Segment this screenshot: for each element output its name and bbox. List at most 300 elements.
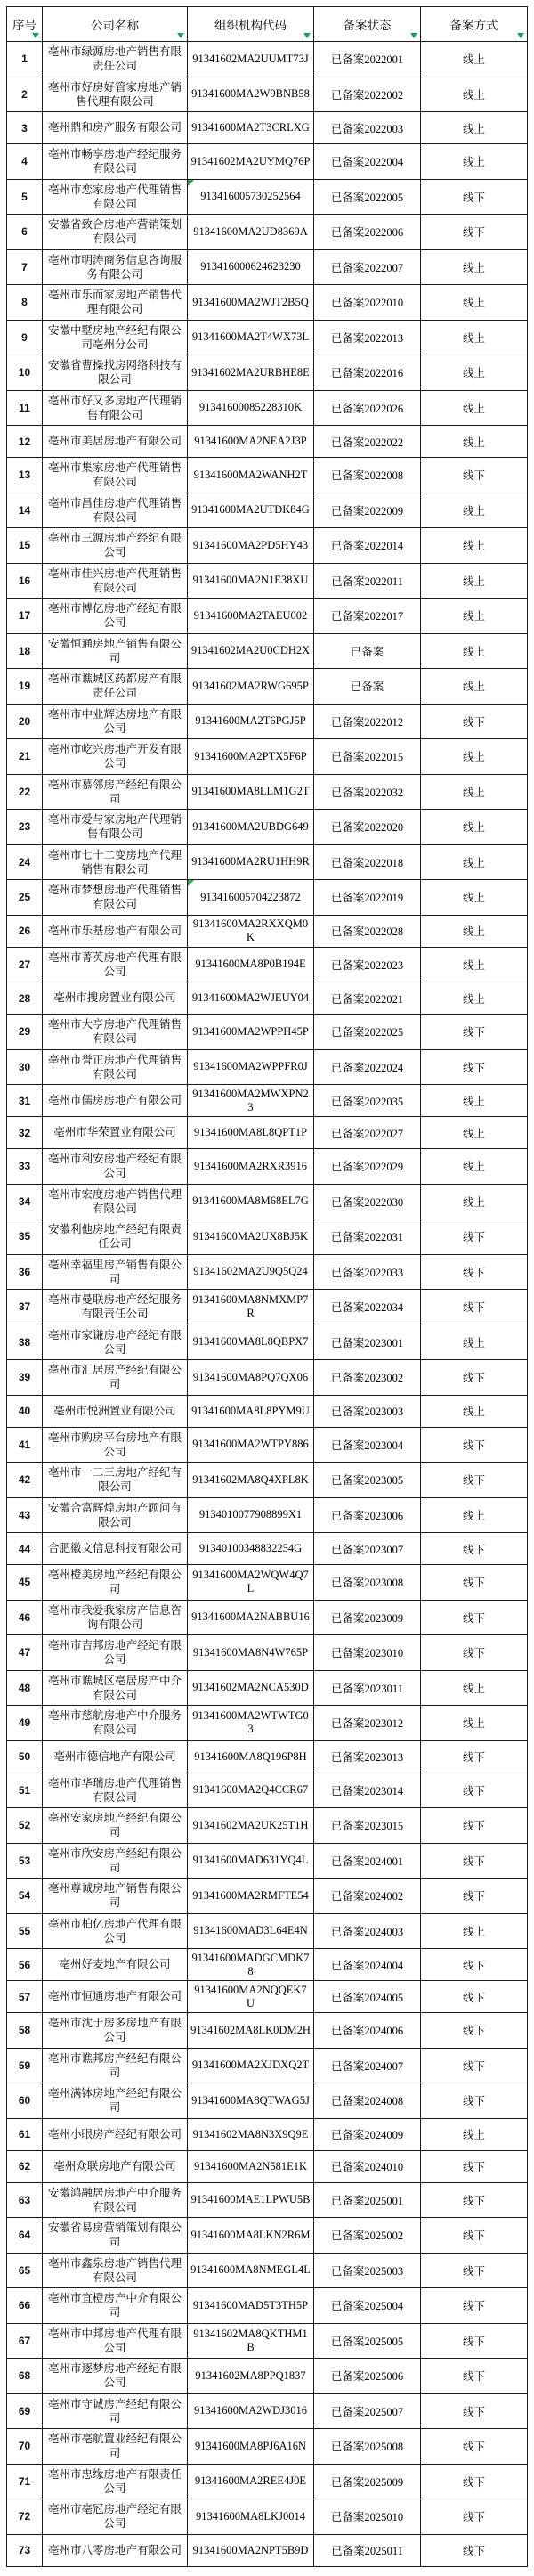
row-number-cell[interactable]: 22 — [7, 774, 43, 810]
filing-method-cell[interactable]: 线下 — [421, 1015, 528, 1050]
company-name-cell[interactable]: 亳州市亳航置业经纪有限公司 — [43, 2429, 188, 2465]
company-name-cell[interactable]: 亳州市乐基房地产有限公司 — [43, 915, 188, 947]
org-code-cell[interactable]: 91341600MAD5T3TH5P — [188, 2288, 314, 2324]
row-number-cell[interactable]: 7 — [7, 249, 43, 285]
filing-status-cell[interactable]: 已备案2023002 — [314, 1360, 421, 1396]
filing-status-cell[interactable]: 已备案2022030 — [314, 1184, 421, 1219]
filing-status-cell[interactable]: 已备案2023013 — [314, 1740, 421, 1773]
filing-status-cell[interactable]: 已备案 — [314, 633, 421, 669]
org-code-cell[interactable]: 91341600MA2WJT2B5Q — [188, 285, 314, 321]
filing-method-cell[interactable]: 线上 — [421, 844, 528, 880]
filing-status-cell[interactable]: 已备案2022010 — [314, 285, 421, 321]
filing-method-cell[interactable]: 线上 — [421, 947, 528, 982]
company-name-cell[interactable]: 亳州市畅享房地产经纪服务有限公司 — [43, 144, 188, 180]
filing-status-cell[interactable]: 已备案2024004 — [314, 1949, 421, 1981]
filter-dropdown-icon[interactable] — [410, 33, 417, 38]
row-number-cell[interactable]: 73 — [7, 2534, 43, 2566]
row-number-cell[interactable]: 31 — [7, 1085, 43, 1117]
row-number-cell[interactable]: 46 — [7, 1600, 43, 1635]
company-name-cell[interactable]: 亳州市曼联房地产经纪服务有限责任公司 — [43, 1290, 188, 1325]
filing-method-cell[interactable]: 线下 — [421, 2013, 528, 2049]
company-name-cell[interactable]: 亳州市亳冠房地产经纪有限公司 — [43, 2499, 188, 2535]
org-code-cell[interactable]: 91341600MA2Q4CCR67 — [188, 1773, 314, 1808]
company-name-cell[interactable]: 亳州鼎和房产服务有限公司 — [43, 112, 188, 144]
row-number-cell[interactable]: 43 — [7, 1497, 43, 1533]
filing-status-cell[interactable]: 已备案2025010 — [314, 2499, 421, 2535]
filing-status-cell[interactable]: 已备案2022028 — [314, 915, 421, 947]
row-number-cell[interactable]: 11 — [7, 390, 43, 426]
filing-status-cell[interactable]: 已备案2023014 — [314, 1773, 421, 1808]
row-number-cell[interactable]: 35 — [7, 1219, 43, 1255]
filing-method-cell[interactable]: 线上 — [421, 1184, 528, 1219]
company-name-cell[interactable]: 亳州市家谦房地产经纪有限公司 — [43, 1325, 188, 1360]
org-code-cell[interactable]: 91341600MA2N1E38XU — [188, 563, 314, 599]
filing-method-cell[interactable]: 线上 — [421, 77, 528, 112]
filing-method-cell[interactable]: 线下 — [421, 1949, 528, 1981]
org-code-cell[interactable]: 91341600MA8NMEGL4L — [188, 2253, 314, 2288]
filing-status-cell[interactable]: 已备案2025009 — [314, 2464, 421, 2499]
filing-method-cell[interactable]: 线上 — [421, 1670, 528, 1706]
row-number-cell[interactable]: 12 — [7, 426, 43, 458]
filing-status-cell[interactable]: 已备案2025002 — [314, 2218, 421, 2254]
filing-method-cell[interactable]: 线下 — [421, 1290, 528, 1325]
row-number-cell[interactable]: 49 — [7, 1706, 43, 1741]
row-number-cell[interactable]: 51 — [7, 1773, 43, 1808]
company-name-cell[interactable]: 亳州市我爱我家房产信息咨询有限公司 — [43, 1600, 188, 1635]
company-name-cell[interactable]: 亳州市好房好管家房地产销售代理有限公司 — [43, 77, 188, 112]
filing-status-cell[interactable]: 已备案2022004 — [314, 144, 421, 180]
filing-status-cell[interactable]: 已备案2025006 — [314, 2359, 421, 2394]
org-code-cell[interactable]: 91341600MA8PJ6A16N — [188, 2429, 314, 2465]
filing-status-cell[interactable]: 已备案2023015 — [314, 1808, 421, 1844]
org-code-cell[interactable]: 91341600MA2TAEU002 — [188, 599, 314, 634]
filing-status-cell[interactable]: 已备案2024008 — [314, 2083, 421, 2119]
filing-status-cell[interactable]: 已备案2024006 — [314, 2013, 421, 2049]
org-code-cell[interactable]: 91341600MA8PQ7QX06 — [188, 1360, 314, 1396]
org-code-cell[interactable]: 91341600MA2RMFTE54 — [188, 1879, 314, 1914]
filing-method-cell[interactable]: 线上 — [421, 810, 528, 845]
filing-status-cell[interactable]: 已备案2022035 — [314, 1085, 421, 1117]
company-name-cell[interactable]: 亳州市集家房地产代理销售有限公司 — [43, 458, 188, 493]
filing-method-cell[interactable]: 线上 — [421, 1913, 528, 1949]
row-number-cell[interactable]: 8 — [7, 285, 43, 321]
filing-status-cell[interactable]: 已备案2022002 — [314, 77, 421, 112]
company-name-cell[interactable]: 亳州市忠缘房地产有限责任公司 — [43, 2464, 188, 2499]
org-code-cell[interactable]: 91341600MA8Q196P8H — [188, 1740, 314, 1773]
filing-method-cell[interactable]: 线上 — [421, 1706, 528, 1741]
company-name-cell[interactable]: 安徽省易房营销策划有限公司 — [43, 2218, 188, 2254]
filing-method-cell[interactable]: 线下 — [421, 179, 528, 215]
row-number-cell[interactable]: 6 — [7, 215, 43, 250]
row-number-cell[interactable]: 45 — [7, 1565, 43, 1601]
company-name-cell[interactable]: 亳州市慕邻房产经纪有限公司 — [43, 774, 188, 810]
company-name-cell[interactable]: 亳州市守诚房产经纪有限公司 — [43, 2393, 188, 2429]
company-name-cell[interactable]: 亳州市誉正房地产代理销售有限公司 — [43, 1049, 188, 1085]
filing-method-cell[interactable]: 线下 — [421, 1254, 528, 1290]
company-name-cell[interactable]: 亳州市屹兴房地产开发有限公司 — [43, 739, 188, 775]
org-code-cell[interactable]: 91341600MA2UD8369A — [188, 215, 314, 250]
row-number-cell[interactable]: 71 — [7, 2464, 43, 2499]
org-code-cell[interactable]: 91341600MAD3L64E4N — [188, 1913, 314, 1949]
row-number-cell[interactable]: 10 — [7, 355, 43, 391]
filing-method-cell[interactable]: 线上 — [421, 2118, 528, 2150]
filing-method-cell[interactable]: 线上 — [421, 633, 528, 669]
filter-dropdown-icon[interactable] — [517, 33, 524, 38]
filing-method-cell[interactable]: 线下 — [421, 1600, 528, 1635]
company-name-cell[interactable]: 亳州满钵房地产经纪有限公司 — [43, 2083, 188, 2119]
filing-method-cell[interactable]: 线下 — [421, 2499, 528, 2535]
row-number-cell[interactable]: 47 — [7, 1635, 43, 1671]
company-name-cell[interactable]: 亳州市恋家房地产代理销售有限公司 — [43, 179, 188, 215]
org-code-cell[interactable]: 91341602MA8PPQ1837 — [188, 2359, 314, 2394]
filing-method-cell[interactable]: 线上 — [421, 739, 528, 775]
row-number-cell[interactable]: 54 — [7, 1879, 43, 1914]
filing-status-cell[interactable]: 已备案2022017 — [314, 599, 421, 634]
org-code-cell[interactable]: 9134010077908899X1 — [188, 1497, 314, 1533]
org-code-cell[interactable]: 91341600MA8NMXMP7R — [188, 1290, 314, 1325]
row-number-cell[interactable]: 25 — [7, 880, 43, 916]
filing-method-cell[interactable]: 线下 — [421, 2150, 528, 2182]
row-number-cell[interactable]: 20 — [7, 704, 43, 739]
filing-status-cell[interactable]: 已备案2025008 — [314, 2429, 421, 2465]
filing-method-cell[interactable]: 线上 — [421, 1149, 528, 1185]
org-code-cell[interactable]: 91341602MA2UK25T1H — [188, 1808, 314, 1844]
filing-status-cell[interactable]: 已备案2022025 — [314, 1015, 421, 1050]
row-number-cell[interactable]: 67 — [7, 2323, 43, 2359]
filing-method-cell[interactable]: 线下 — [421, 2534, 528, 2566]
filing-status-cell[interactable]: 已备案2022007 — [314, 249, 421, 285]
row-number-cell[interactable]: 19 — [7, 669, 43, 705]
filter-dropdown-icon[interactable] — [303, 33, 311, 38]
org-code-cell[interactable]: 91341602MA8Q4XPL8K — [188, 1463, 314, 1498]
filing-method-cell[interactable]: 线下 — [421, 1219, 528, 1255]
org-code-cell[interactable]: 91341600MA8N4W765P — [188, 1635, 314, 1671]
row-number-cell[interactable]: 26 — [7, 915, 43, 947]
filing-method-cell[interactable]: 线下 — [421, 1360, 528, 1396]
org-code-cell[interactable]: 91341602MA2URBHE8E — [188, 355, 314, 391]
filing-method-cell[interactable]: 线上 — [421, 599, 528, 634]
row-number-cell[interactable]: 70 — [7, 2429, 43, 2465]
company-name-cell[interactable]: 亳州市沈于房多房地产有限公司 — [43, 2013, 188, 2049]
filing-status-cell[interactable]: 已备案2023001 — [314, 1325, 421, 1360]
company-name-cell[interactable]: 亳州市乐而家房地产销售代理有限公司 — [43, 285, 188, 321]
company-name-cell[interactable]: 亳州市欣安房产经纪有限公司 — [43, 1843, 188, 1879]
org-code-cell[interactable]: 91341600MA8QTWAG5J — [188, 2083, 314, 2119]
filing-method-cell[interactable]: 线上 — [421, 320, 528, 355]
row-number-cell[interactable]: 52 — [7, 1808, 43, 1844]
company-name-cell[interactable]: 亳州市八零房地产有限公司 — [43, 2534, 188, 2566]
company-name-cell[interactable]: 亳州小眼房产经纪有限公司 — [43, 2118, 188, 2150]
filing-status-cell[interactable]: 已备案2023006 — [314, 1497, 421, 1533]
org-code-cell[interactable]: 91341600MA2UBDG649 — [188, 810, 314, 845]
row-number-cell[interactable]: 59 — [7, 2048, 43, 2083]
filing-status-cell[interactable]: 已备案2024009 — [314, 2118, 421, 2150]
company-name-cell[interactable]: 亳州市梦想房地产代理销售有限公司 — [43, 880, 188, 916]
filing-method-cell[interactable]: 线下 — [421, 1565, 528, 1601]
row-number-cell[interactable]: 1 — [7, 42, 43, 77]
company-name-cell[interactable]: 亳州市中邦房地产代理有限公司 — [43, 2323, 188, 2359]
filing-status-cell[interactable]: 已备案2025011 — [314, 2534, 421, 2566]
filing-status-cell[interactable]: 已备案2025005 — [314, 2323, 421, 2359]
row-number-cell[interactable]: 37 — [7, 1290, 43, 1325]
company-name-cell[interactable]: 亳州好麦地产有限公司 — [43, 1949, 188, 1981]
company-name-cell[interactable]: 亳州市逐梦房地产经纪有限公司 — [43, 2359, 188, 2394]
company-name-cell[interactable]: 亳州市宏度房地产销售代理有限公司 — [43, 1184, 188, 1219]
filing-status-cell[interactable]: 已备案2022015 — [314, 739, 421, 775]
filing-method-cell[interactable]: 线下 — [421, 2323, 528, 2359]
org-code-cell[interactable]: 91341600MAD631YQ4L — [188, 1843, 314, 1879]
company-name-cell[interactable]: 安徽中墅房地产经纪有限公司亳州分公司 — [43, 320, 188, 355]
filing-method-cell[interactable]: 线上 — [421, 493, 528, 528]
filing-status-cell[interactable]: 已备案2022029 — [314, 1149, 421, 1185]
org-code-cell[interactable]: 91341600MA2T4WX73L — [188, 320, 314, 355]
filing-status-cell[interactable]: 已备案2024001 — [314, 1843, 421, 1879]
filing-status-cell[interactable]: 已备案2022013 — [314, 320, 421, 355]
filing-status-cell[interactable]: 已备案2022027 — [314, 1117, 421, 1149]
company-name-cell[interactable]: 亳州市搜房置业有限公司 — [43, 982, 188, 1015]
filing-method-cell[interactable]: 线上 — [421, 528, 528, 564]
filing-status-cell[interactable]: 已备案2023011 — [314, 1670, 421, 1706]
filing-method-cell[interactable]: 线下 — [421, 2429, 528, 2465]
filing-status-cell[interactable]: 已备案2022001 — [314, 42, 421, 77]
row-number-cell[interactable]: 41 — [7, 1427, 43, 1463]
company-name-cell[interactable]: 亳州市中业辉达房地产有限公司 — [43, 704, 188, 739]
org-code-cell[interactable]: 91341600MA2WJEUY04 — [188, 982, 314, 1015]
org-code-cell[interactable]: 91340100348832254G — [188, 1533, 314, 1565]
row-number-cell[interactable]: 4 — [7, 144, 43, 180]
row-number-cell[interactable]: 58 — [7, 2013, 43, 2049]
filing-method-cell[interactable]: 线下 — [421, 2393, 528, 2429]
filing-method-cell[interactable]: 线下 — [421, 1843, 528, 1879]
org-code-cell[interactable]: 91341602MA2UUMT73J — [188, 42, 314, 77]
filing-status-cell[interactable]: 已备案2025001 — [314, 2182, 421, 2218]
filing-status-cell[interactable]: 已备案2023003 — [314, 1395, 421, 1427]
filing-status-cell[interactable]: 已备案2023007 — [314, 1533, 421, 1565]
row-number-cell[interactable]: 29 — [7, 1015, 43, 1050]
row-number-cell[interactable]: 40 — [7, 1395, 43, 1427]
org-code-cell[interactable]: 91341600MA2WQW4Q7L — [188, 1565, 314, 1601]
company-name-cell[interactable]: 亳州市绿源房地产销售有限责任公司 — [43, 42, 188, 77]
filing-status-cell[interactable]: 已备案2022033 — [314, 1254, 421, 1290]
filing-method-cell[interactable]: 线下 — [421, 2464, 528, 2499]
filing-status-cell[interactable]: 已备案2022032 — [314, 774, 421, 810]
org-code-cell[interactable]: 91341602MA2UYMQ76P — [188, 144, 314, 180]
company-name-cell[interactable]: 亳州市华荣置业有限公司 — [43, 1117, 188, 1149]
org-code-cell[interactable]: 91341600MA2RXXQM0K — [188, 915, 314, 947]
org-code-cell[interactable]: 91341600MA8LKJ0014 — [188, 2499, 314, 2535]
filing-method-cell[interactable]: 线上 — [421, 1395, 528, 1427]
row-number-cell[interactable]: 15 — [7, 528, 43, 564]
filing-status-cell[interactable]: 已备案2022031 — [314, 1219, 421, 1255]
row-number-cell[interactable]: 36 — [7, 1254, 43, 1290]
company-name-cell[interactable]: 亳州市好又多房地产代理销售有限公司 — [43, 390, 188, 426]
filing-method-cell[interactable]: 线上 — [421, 880, 528, 916]
filing-status-cell[interactable]: 已备案2022022 — [314, 426, 421, 458]
row-number-cell[interactable]: 39 — [7, 1360, 43, 1396]
company-name-cell[interactable]: 亳州市恒通房地产有限公司 — [43, 1981, 188, 2013]
row-number-cell[interactable]: 30 — [7, 1049, 43, 1085]
row-number-cell[interactable]: 14 — [7, 493, 43, 528]
filing-status-cell[interactable]: 已备案2022009 — [314, 493, 421, 528]
org-code-cell[interactable]: 91341600MA2WTPY886 — [188, 1427, 314, 1463]
org-code-cell[interactable]: 91341600MA2WDJ3016 — [188, 2393, 314, 2429]
filing-status-cell[interactable]: 已备案2023009 — [314, 1600, 421, 1635]
org-code-cell[interactable]: 91341600MA2XJDXQ2T — [188, 2048, 314, 2083]
filing-status-cell[interactable]: 已备案2022006 — [314, 215, 421, 250]
filing-method-cell[interactable]: 线上 — [421, 112, 528, 144]
filing-method-cell[interactable]: 线上 — [421, 669, 528, 705]
company-name-cell[interactable]: 合肥徽文信息科技有限公司 — [43, 1533, 188, 1565]
filing-method-cell[interactable]: 线上 — [421, 1497, 528, 1533]
filing-method-cell[interactable]: 线下 — [421, 2218, 528, 2254]
row-number-cell[interactable]: 27 — [7, 947, 43, 982]
row-number-cell[interactable]: 34 — [7, 1184, 43, 1219]
company-name-cell[interactable]: 安徽利他房地产经纪有限责任公司 — [43, 1219, 188, 1255]
company-name-cell[interactable]: 安徽鸿融居房地产中介服务有限公司 — [43, 2182, 188, 2218]
filing-method-cell[interactable]: 线下 — [421, 1533, 528, 1565]
row-number-cell[interactable]: 13 — [7, 458, 43, 493]
org-code-cell[interactable]: 91341600MA8L8QPT1P — [188, 1117, 314, 1149]
filing-method-cell[interactable]: 线下 — [421, 215, 528, 250]
row-number-cell[interactable]: 57 — [7, 1981, 43, 2013]
row-number-cell[interactable]: 2 — [7, 77, 43, 112]
org-code-cell[interactable]: 91341602MA2NCA530D — [188, 1670, 314, 1706]
filing-status-cell[interactable]: 已备案2023012 — [314, 1706, 421, 1741]
filing-status-cell[interactable]: 已备案2024007 — [314, 2048, 421, 2083]
org-code-cell[interactable]: 91341600MA8P0B194E — [188, 947, 314, 982]
filing-status-cell[interactable]: 已备案2024010 — [314, 2150, 421, 2182]
filing-status-cell[interactable]: 已备案2022016 — [314, 355, 421, 391]
filing-method-cell[interactable]: 线上 — [421, 1325, 528, 1360]
row-number-cell[interactable]: 62 — [7, 2150, 43, 2182]
row-number-cell[interactable]: 69 — [7, 2393, 43, 2429]
filing-method-cell[interactable]: 线上 — [421, 355, 528, 391]
company-name-cell[interactable]: 亳州市悦洲置业有限公司 — [43, 1395, 188, 1427]
filing-status-cell[interactable]: 已备案2022018 — [314, 844, 421, 880]
row-number-cell[interactable]: 18 — [7, 633, 43, 669]
filing-method-cell[interactable]: 线下 — [421, 704, 528, 739]
company-name-cell[interactable]: 亳州尊诚房地产销售有限公司 — [43, 1879, 188, 1914]
company-name-cell[interactable]: 亳州市慈航房地产中介服务有限公司 — [43, 1706, 188, 1741]
filing-method-cell[interactable]: 线上 — [421, 144, 528, 180]
filing-status-cell[interactable]: 已备案2024005 — [314, 1981, 421, 2013]
company-name-cell[interactable]: 亳州市购房平台房地产有限公司 — [43, 1427, 188, 1463]
filing-status-cell[interactable]: 已备案2022020 — [314, 810, 421, 845]
company-name-cell[interactable]: 亳州市菁英房地产代理有限公司 — [43, 947, 188, 982]
row-number-cell[interactable]: 21 — [7, 739, 43, 775]
filing-method-cell[interactable]: 线下 — [421, 458, 528, 493]
filing-status-cell[interactable]: 已备案2022019 — [314, 880, 421, 916]
filing-method-cell[interactable]: 线下 — [421, 2182, 528, 2218]
row-number-cell[interactable]: 72 — [7, 2499, 43, 2535]
filing-status-cell[interactable]: 已备案2022034 — [314, 1290, 421, 1325]
company-name-cell[interactable]: 安徽省致合房地产营销策划有限公司 — [43, 215, 188, 250]
org-code-cell[interactable]: 913416005730252564 — [188, 179, 314, 215]
org-code-cell[interactable]: 91341600MA2WANH2T — [188, 458, 314, 493]
filing-method-cell[interactable]: 线下 — [421, 1463, 528, 1498]
company-name-cell[interactable]: 安徽省曹操找房网络科技有限公司 — [43, 355, 188, 391]
org-code-cell[interactable]: 91341600MA2NQQEK7U — [188, 1981, 314, 2013]
filing-status-cell[interactable]: 已备案2022026 — [314, 390, 421, 426]
org-code-cell[interactable]: 91341600MA2MWXPN23 — [188, 1085, 314, 1117]
company-name-cell[interactable]: 亳州市柏亿房地产代理有限公司 — [43, 1913, 188, 1949]
filing-method-cell[interactable]: 线下 — [421, 1635, 528, 1671]
org-code-cell[interactable]: 91341600MA8L8PYM9U — [188, 1395, 314, 1427]
row-number-cell[interactable]: 60 — [7, 2083, 43, 2119]
row-number-cell[interactable]: 50 — [7, 1740, 43, 1773]
filing-status-cell[interactable]: 已备案2022024 — [314, 1049, 421, 1085]
org-code-cell[interactable]: 91341600MA2W9BNB58 — [188, 77, 314, 112]
org-code-cell[interactable]: 91341600MA8M68EL7G — [188, 1184, 314, 1219]
filter-dropdown-icon[interactable] — [32, 33, 39, 38]
filing-status-cell[interactable]: 已备案2022023 — [314, 947, 421, 982]
company-name-cell[interactable]: 亳州市华瑞房地产代理销售有限公司 — [43, 1773, 188, 1808]
filing-method-cell[interactable]: 线上 — [421, 774, 528, 810]
company-name-cell[interactable]: 亳州市谯邦房产经纪有限公司 — [43, 2048, 188, 2083]
filing-method-cell[interactable]: 线下 — [421, 2288, 528, 2324]
company-name-cell[interactable]: 亳州市谯城区亳居房产中介有限公司 — [43, 1670, 188, 1706]
org-code-cell[interactable]: 91341600MADGCMDK78 — [188, 1949, 314, 1981]
company-name-cell[interactable]: 亳州市美居房地产有限公司 — [43, 426, 188, 458]
company-name-cell[interactable]: 亳州安家房地产经纪有限公司 — [43, 1808, 188, 1844]
row-number-cell[interactable]: 3 — [7, 112, 43, 144]
filing-method-cell[interactable]: 线下 — [421, 2253, 528, 2288]
row-number-cell[interactable]: 66 — [7, 2288, 43, 2324]
filing-status-cell[interactable]: 已备案2023010 — [314, 1635, 421, 1671]
filing-method-cell[interactable]: 线上 — [421, 1117, 528, 1149]
filing-status-cell[interactable]: 已备案2022012 — [314, 704, 421, 739]
filing-status-cell[interactable]: 已备案2022005 — [314, 179, 421, 215]
row-number-cell[interactable]: 61 — [7, 2118, 43, 2150]
filing-method-cell[interactable]: 线下 — [421, 2359, 528, 2394]
filing-status-cell[interactable]: 已备案2025004 — [314, 2288, 421, 2324]
company-name-cell[interactable]: 亳州市博亿房地产经纪有限公司 — [43, 599, 188, 634]
company-name-cell[interactable]: 亳州市大亨房地产代理销售有限公司 — [43, 1015, 188, 1050]
company-name-cell[interactable]: 亳州市明涛商务信息咨询服务有限公司 — [43, 249, 188, 285]
filing-method-cell[interactable]: 线下 — [421, 1879, 528, 1914]
company-name-cell[interactable]: 亳州市七十二变房地产代理销售有限公司 — [43, 844, 188, 880]
company-name-cell[interactable]: 亳州市儒房房地产有限公司 — [43, 1085, 188, 1117]
company-name-cell[interactable]: 亳州市吉邦房地产经纪有限公司 — [43, 1635, 188, 1671]
filing-status-cell[interactable]: 已备案2022011 — [314, 563, 421, 599]
org-code-cell[interactable]: 91341600MA2UX8BJ5K — [188, 1219, 314, 1255]
org-code-cell[interactable]: 91341602MA2U0CDH2X — [188, 633, 314, 669]
org-code-cell[interactable]: 91341600MA2WPPH45P — [188, 1015, 314, 1050]
filing-method-cell[interactable]: 线上 — [421, 563, 528, 599]
org-code-cell[interactable]: 91341600MA2REE4J0E — [188, 2464, 314, 2499]
org-code-cell[interactable]: 91341600MA8L8QBPX7 — [188, 1325, 314, 1360]
company-name-cell[interactable]: 安徽合富辉煌房地产顾问有限公司 — [43, 1497, 188, 1533]
filing-status-cell[interactable]: 已备案2023005 — [314, 1463, 421, 1498]
org-code-cell[interactable]: 913416000624623230 — [188, 249, 314, 285]
filing-status-cell[interactable]: 已备案2022003 — [314, 112, 421, 144]
org-code-cell[interactable]: 91341600MA2RXR3916 — [188, 1149, 314, 1185]
row-number-cell[interactable]: 33 — [7, 1149, 43, 1185]
org-code-cell[interactable]: 91341600MA8LKN2R6M — [188, 2218, 314, 2254]
row-number-cell[interactable]: 63 — [7, 2182, 43, 2218]
filing-method-cell[interactable]: 线下 — [421, 2048, 528, 2083]
row-number-cell[interactable]: 38 — [7, 1325, 43, 1360]
filing-status-cell[interactable]: 已备案2022008 — [314, 458, 421, 493]
company-name-cell[interactable]: 亳州市宜橙房产中介有限公司 — [43, 2288, 188, 2324]
org-code-cell[interactable]: 91341602MA2RWG695P — [188, 669, 314, 705]
filing-method-cell[interactable]: 线下 — [421, 1981, 528, 2013]
company-name-cell[interactable]: 亳州幸福里房产销售有限公司 — [43, 1254, 188, 1290]
company-name-cell[interactable]: 亳州众联房地产有限公司 — [43, 2150, 188, 2182]
org-code-cell[interactable]: 91341602MA2U9Q5Q24 — [188, 1254, 314, 1290]
row-number-cell[interactable]: 16 — [7, 563, 43, 599]
filing-status-cell[interactable]: 已备案 — [314, 669, 421, 705]
